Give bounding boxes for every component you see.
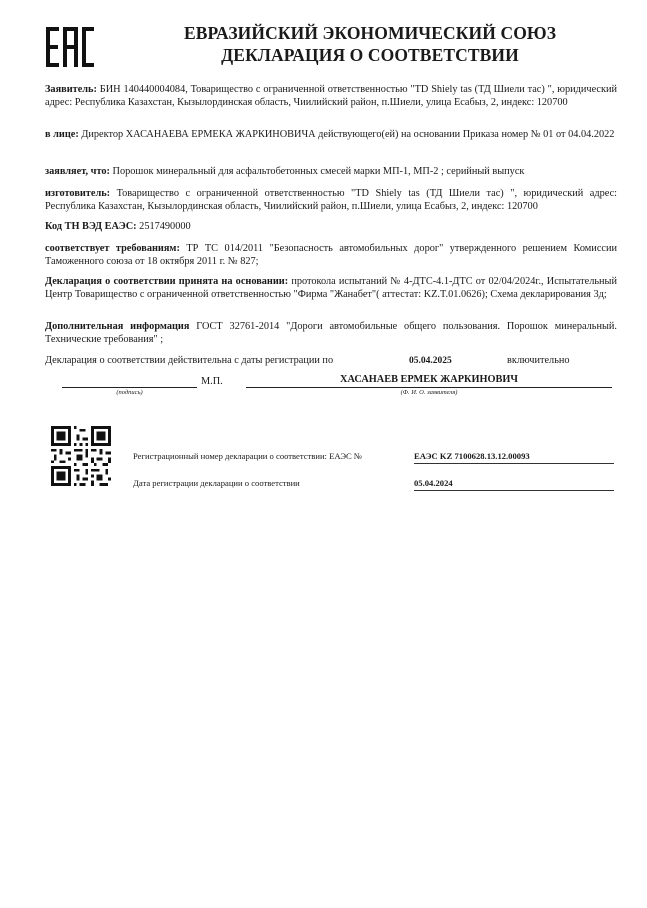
- hs-code-label: Код ТН ВЭД ЕАЭС:: [45, 221, 137, 232]
- registration-date-line: [414, 490, 614, 491]
- header-declaration-title: ДЕКЛАРАЦИЯ О СООТВЕТСТВИИ: [221, 45, 519, 65]
- person-text: Директор ХАСАНАЕВА ЕРМЕКА ЖАРКИНОВИЧА действующего(ей) на основании Приказа номер № 01 от 04.04.2022: [78, 129, 615, 140]
- person-label: в лице:: [45, 129, 79, 140]
- additional-info-label: Дополнительная информация: [45, 321, 190, 332]
- signature-line: [62, 387, 197, 388]
- applicant-label: Заявитель:: [45, 84, 97, 95]
- document-header: [110, 22, 630, 66]
- registration-date-value: 05.04.2024: [414, 478, 453, 488]
- qr-code-icon: [51, 426, 111, 486]
- basis-section: [45, 276, 617, 301]
- validity-line: [45, 355, 617, 367]
- eac-logo-icon: [46, 27, 94, 67]
- basis-label: Декларация о соответствии принята на основании:: [45, 276, 289, 287]
- signature-caption: (подпись): [116, 389, 143, 396]
- person-section: [45, 129, 617, 142]
- additional-info-section: [45, 321, 617, 346]
- header-union-title: ЕВРАЗИЙСКИЙ ЭКОНОМИЧЕСКИЙ СОЮЗ: [183, 23, 557, 43]
- additional-info-text: ГОСТ 32761-2014 "Дороги автомобильные общего пользования. Порошок минеральный. Технические требования" ;: [45, 321, 617, 345]
- compliance-text: ТР ТС 014/2011 "Безопасность автомобильных дорог" утвержденного решением Комиссии Таможенного союза от 18 октября 2011 г. № 827;: [45, 243, 617, 267]
- validity-inclusive: включительно: [507, 355, 570, 366]
- registration-number-label: Регистрационный номер декларации о соответствии: ЕАЭС №: [133, 451, 363, 461]
- declares-label: заявляет, что:: [45, 166, 110, 177]
- hs-code-text: 2517490000: [136, 221, 191, 232]
- manufacturer-label: изготовитель:: [45, 188, 111, 199]
- applicant-section: [45, 84, 617, 109]
- applicant-text: БИН 140440004084, Товарищество с ограниченной ответственностью "TD Shiely tas (ТД Шиели тас) ", юридический адрес: Республика Казахстан, Кызылординская область, Чиилийский район, п.Шиели, улица Есабыз, 2, индекс: 120700: [45, 84, 617, 108]
- registration-number-line: [414, 463, 614, 464]
- signer-name-caption: (Ф. И. О. заявителя): [400, 389, 458, 396]
- registration-date-label: Дата регистрации декларации о соответствии: [133, 478, 300, 488]
- signer-name: ХАСАНАЕВ ЕРМЕК ЖАРКИНОВИЧ: [340, 374, 518, 385]
- compliance-section: [45, 243, 617, 268]
- validity-date: 05.04.2025: [409, 356, 452, 366]
- compliance-label: соответствует требованиям:: [45, 243, 180, 254]
- hs-code-section: [45, 221, 617, 234]
- basis-text: протокола испытаний № 4-ДТС-4.1-ДТС от 02/04/2024г., Испытательный Центр Товарищество с ограниченной ответственностью "Фирма "Жанабет"( аттестат: KZ.T.01.0626); Схема декларирования 3д;: [45, 276, 617, 300]
- signer-name-line: [246, 387, 612, 388]
- registration-number-value: ЕАЭС KZ 7100628.13.12.00093: [414, 451, 530, 461]
- declares-text: Порошок минеральный для асфальтобетонных смесей марки МП-1, МП-2 ; серийный выпуск: [109, 166, 525, 177]
- declares-section: [45, 166, 617, 179]
- stamp-place-label: М.П.: [201, 376, 223, 387]
- manufacturer-text: Товарищество с ограниченной ответственностью "TD Shiely tas (ТД Шиели тас) ", юридический адрес: Республика Казахстан, Кызылординская область, Чиилийский район, п.Шиели, улица Есабыз, 2, индекс: 120700: [45, 188, 617, 212]
- manufacturer-section: [45, 188, 617, 213]
- validity-text: Декларация о соответствии действительна с даты регистрации по: [45, 355, 334, 366]
